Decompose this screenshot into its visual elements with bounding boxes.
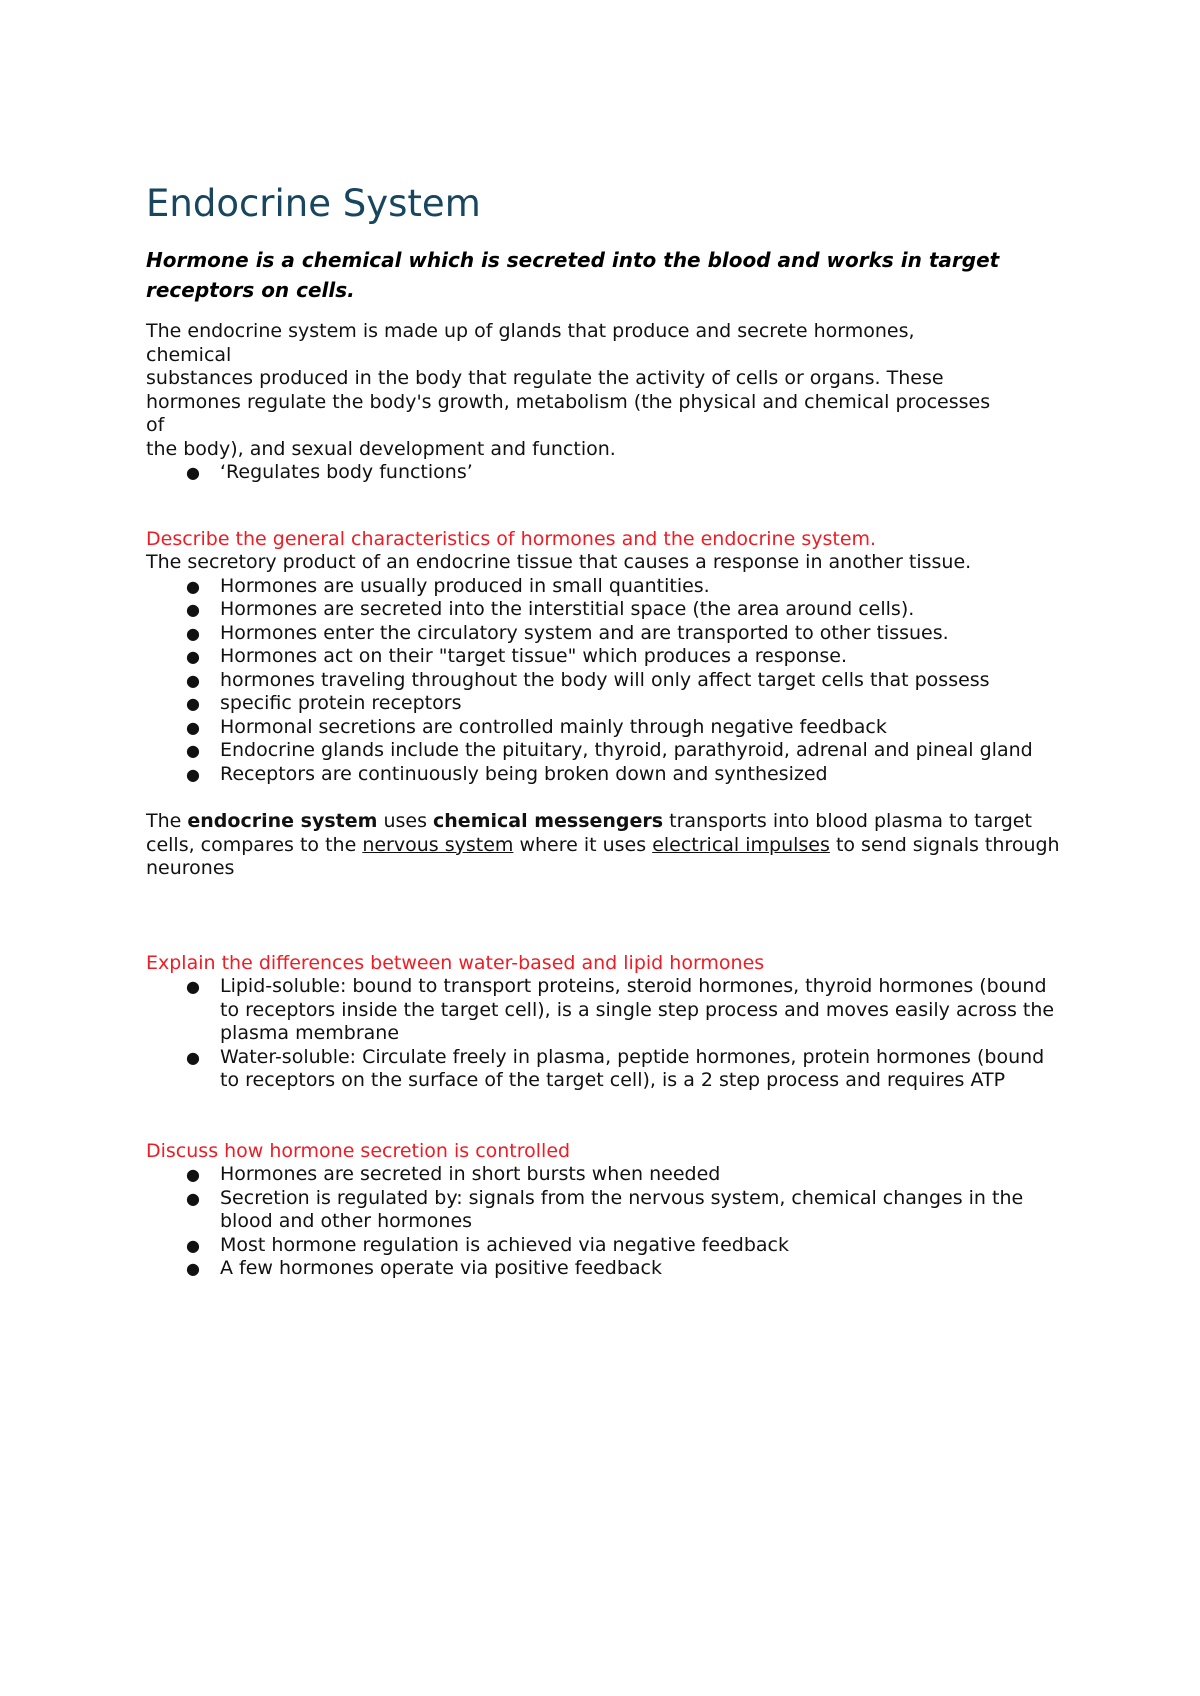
bullet-icon: ●	[186, 647, 200, 666]
list-item	[146, 1046, 1066, 1093]
underlined-term: electrical impulses	[652, 833, 830, 856]
text-run: where it uses	[513, 833, 653, 856]
bullet-icon: ●	[186, 1047, 200, 1067]
paragraph-line: of	[146, 414, 165, 436]
list-item-text: ‘Regulates body functions’	[220, 461, 473, 483]
list-item-text: Secretion is regulated by: signals from the nervous system, chemical changes in the blood and other hormones	[220, 1186, 1024, 1232]
section-heading-secretion-control: Discuss how hormone secretion is controlled	[146, 1139, 571, 1162]
document-page	[146, 178, 1066, 1281]
list-item-text: Hormones enter the circulatory system and are transported to other tissues.	[220, 621, 949, 644]
hormone-types-bullet-list	[146, 975, 1066, 1093]
list-item-text: Endocrine glands include the pituitary, thyroid, parathyroid, adrenal and pineal gland	[220, 739, 1033, 761]
paragraph-line: The endocrine system is made up of glands that produce and secrete hormones,	[146, 320, 915, 342]
bold-term: endocrine system	[187, 810, 378, 832]
endocrine-comparison-paragraph	[146, 810, 1066, 881]
paragraph-line: substances produced in the body that regulate the activity of cells or organs. These	[146, 367, 944, 389]
list-item-text: Most hormone regulation is achieved via negative feedback	[220, 1233, 789, 1256]
intro-definition: Hormone is a chemical which is secreted into the blood and works in target receptors on cells.	[146, 248, 1000, 302]
bullet-icon: ●	[186, 717, 200, 737]
paragraph-line: the body), and sexual development and function.	[146, 437, 616, 460]
list-item	[146, 975, 1066, 1046]
list-item-text: Hormones are secreted into the interstitial space (the area around cells).	[220, 598, 915, 620]
bullet-icon: ●	[186, 1235, 200, 1255]
page-title: Endocrine System	[146, 182, 481, 225]
list-item-text: Hormonal secretions are controlled mainly through negative feedback	[220, 715, 887, 738]
list-item	[146, 645, 1066, 669]
characteristics-bullet-list	[146, 575, 1066, 787]
text-run: The	[146, 810, 188, 832]
list-item-text: Hormones are secreted in short bursts when needed	[220, 1163, 721, 1185]
bullet-icon: ●	[186, 670, 200, 690]
bold-term: chemical messengers	[433, 810, 664, 832]
bullet-icon: ●	[186, 764, 200, 784]
list-item-text: specific protein receptors	[220, 692, 462, 714]
bullet-icon: ●	[186, 694, 200, 713]
list-item	[146, 669, 1066, 693]
list-item	[146, 598, 1066, 622]
bullet-icon: ●	[186, 576, 200, 596]
bullet-icon: ●	[186, 1188, 200, 1208]
text-run: to send signals through neurones	[146, 833, 1060, 879]
list-item	[146, 1163, 1066, 1187]
list-item	[146, 575, 1066, 599]
list-item-text: Lipid-soluble: bound to transport proteins, steroid hormones, thyroid hormones (bound to receptors inside the target cell), is a single step process and moves easily across the plasma membrane	[220, 975, 1055, 1044]
secretion-control-bullet-list	[146, 1163, 1066, 1281]
section-lead: The secretory product of an endocrine tissue that causes a response in another tissue.	[146, 551, 972, 573]
section-heading-characteristics: Describe the general characteristics of hormones and the endocrine system.	[146, 527, 877, 550]
list-item-text: Receptors are continuously being broken down and synthesized	[220, 762, 828, 785]
list-item-text: Hormones are usually produced in small quantities.	[220, 574, 710, 597]
list-item	[146, 763, 1066, 787]
bullet-icon: ●	[186, 600, 200, 619]
section-heading-hormone-types: Explain the differences between water-based and lipid hormones	[146, 951, 765, 974]
paragraph-line: chemical	[146, 343, 232, 366]
text-run: uses	[377, 810, 434, 832]
list-item	[146, 622, 1066, 646]
list-item	[146, 1234, 1066, 1258]
list-item	[146, 739, 1066, 763]
paragraph-line: hormones regulate the body's growth, metabolism (the physical and chemical processes	[146, 390, 991, 413]
bullet-icon: ●	[186, 741, 200, 760]
bullet-icon: ●	[186, 977, 200, 996]
text-run: transports into blood plasma to target cells, compares to the	[146, 810, 1032, 856]
bullet-icon: ●	[186, 463, 200, 482]
list-item	[146, 1187, 1066, 1234]
list-item-text: A few hormones operate via positive feedback	[220, 1257, 663, 1279]
list-item-text: Water-soluble: Circulate freely in plasma, peptide hormones, protein hormones (bound to receptors on the surface of the target cell), is a 2 step process and requires ATP	[220, 1045, 1045, 1091]
list-item	[146, 1257, 1066, 1281]
underlined-term: nervous system	[362, 833, 514, 856]
list-item-text: hormones traveling throughout the body will only affect target cells that possess	[220, 668, 990, 691]
bullet-icon: ●	[186, 1165, 200, 1184]
list-item	[146, 461, 1066, 485]
intro-bullet-list	[146, 461, 1066, 485]
list-item-text: Hormones act on their "target tissue" which produces a response.	[220, 645, 848, 667]
intro-paragraph	[146, 320, 1066, 461]
list-item	[146, 692, 1066, 716]
list-item	[146, 716, 1066, 740]
bullet-icon: ●	[186, 623, 200, 643]
bullet-icon: ●	[186, 1259, 200, 1278]
